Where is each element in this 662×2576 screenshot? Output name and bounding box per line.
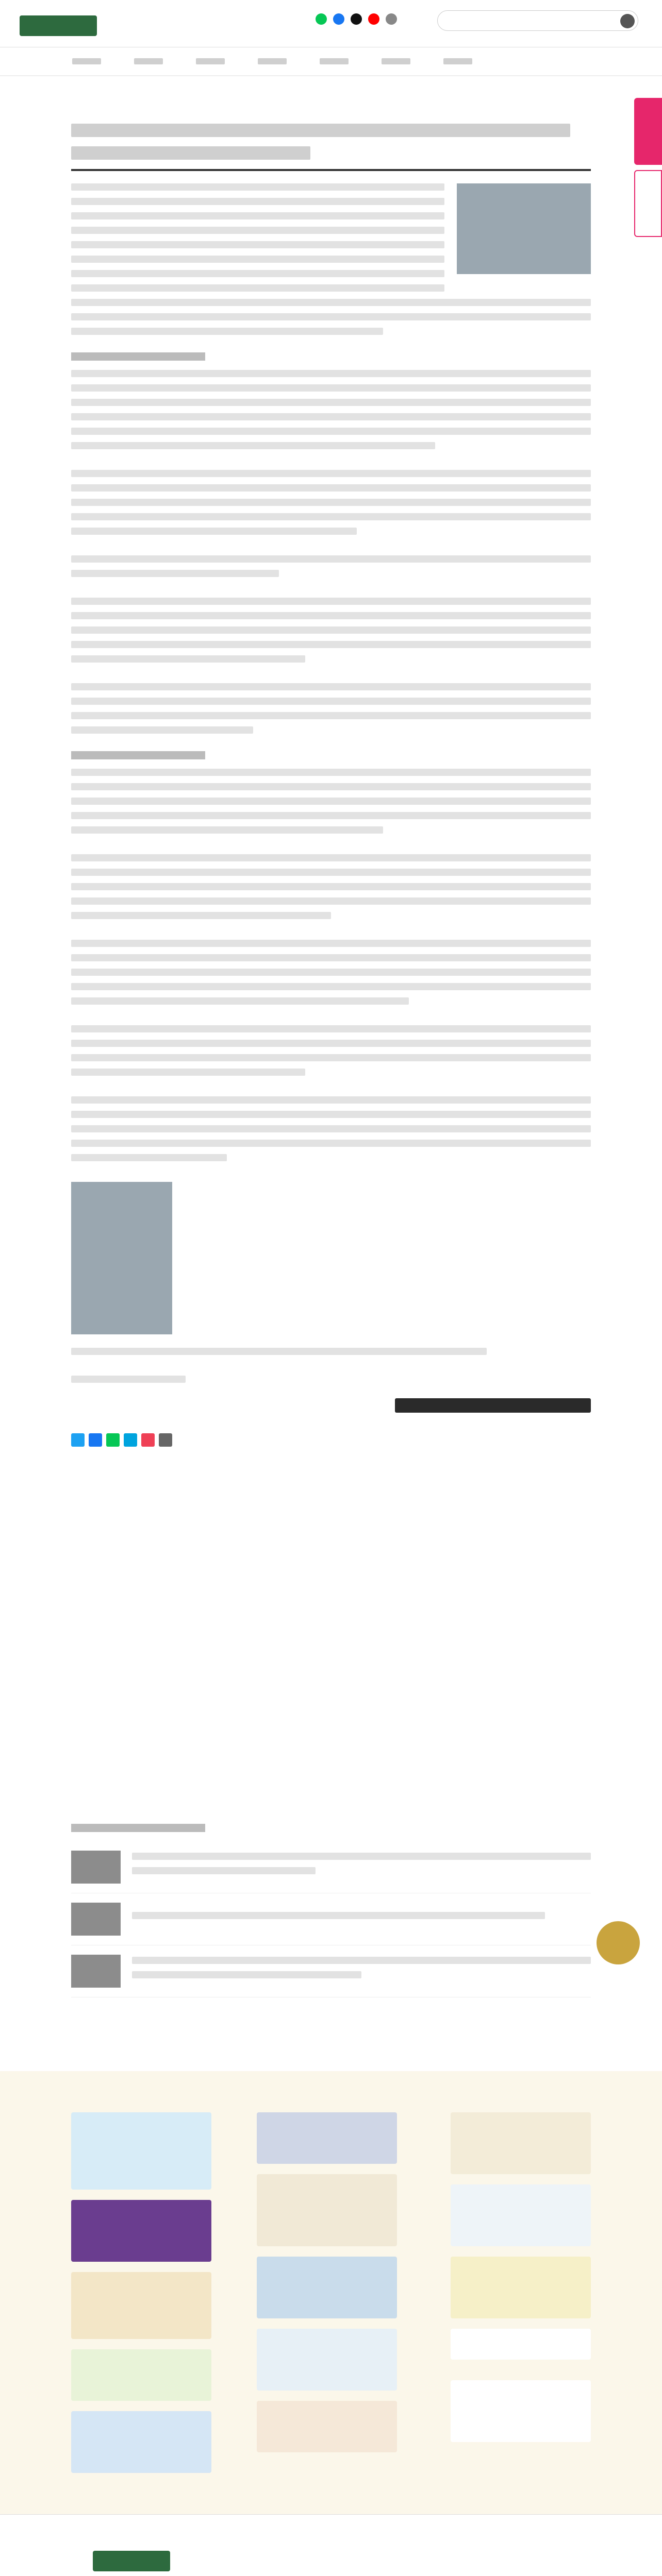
related-articles [71,1824,591,1997]
ad-banner[interactable] [71,2200,211,2262]
print-icon[interactable] [159,1433,172,1447]
lead-text [71,183,444,299]
list-item[interactable] [71,1945,591,1997]
youtube-icon[interactable] [368,13,379,25]
ad-banner[interactable] [71,2349,211,2401]
nav-item[interactable] [443,58,472,64]
x-share-icon[interactable] [71,1433,85,1447]
footer-logo[interactable] [93,2551,170,2571]
line-share-icon[interactable] [106,1433,120,1447]
ad-banner[interactable] [71,2112,211,2190]
facebook-share-icon[interactable] [89,1433,102,1447]
ad-banner[interactable] [71,2272,211,2339]
category-link[interactable] [395,1398,591,1413]
side-tab-subscribe[interactable] [634,98,662,165]
section-heading [71,352,205,361]
mail-icon[interactable] [386,13,397,25]
article [71,124,591,1447]
list-item[interactable] [71,1893,591,1945]
ad-banner[interactable] [257,2174,397,2246]
ad-banner[interactable] [257,2112,397,2164]
nav-item[interactable] [72,58,101,64]
related-thumbnail [71,1955,121,1988]
ad-banner[interactable] [451,2329,591,2360]
x-icon[interactable] [351,13,362,25]
ad-banner[interactable] [71,2411,211,2473]
main-navigation [0,47,662,76]
ad-banner[interactable] [257,2401,397,2452]
title-divider [71,169,591,171]
article-title [71,124,570,137]
ad-banners [0,2071,662,2514]
search-icon[interactable] [620,14,635,28]
ad-banner[interactable] [451,2184,591,2246]
related-thumbnail [71,1851,121,1884]
search-input[interactable] [437,10,638,31]
nav-item[interactable] [196,58,225,64]
ad-banner[interactable] [257,2257,397,2318]
facebook-icon[interactable] [333,13,344,25]
scroll-top-button[interactable] [597,1921,640,1964]
nav-item[interactable] [382,58,410,64]
nav-item[interactable] [320,58,349,64]
section-heading [71,751,205,759]
site-logo[interactable] [20,15,97,36]
related-heading [71,1824,205,1832]
list-item[interactable] [71,1841,591,1893]
side-tab-paper[interactable] [634,170,662,237]
ad-banner[interactable] [451,2112,591,2174]
article-photo [71,1182,172,1334]
ad-banner[interactable] [451,2380,591,2442]
hatena-share-icon[interactable] [124,1433,137,1447]
social-links [316,13,397,25]
ad-banner[interactable] [257,2329,397,2391]
lead-block [71,183,591,299]
related-thumbnail [71,1903,121,1936]
share-buttons [71,1433,591,1447]
line-icon[interactable] [316,13,327,25]
article-photo [457,183,591,274]
article-title [71,146,310,160]
ad-banner[interactable] [451,2257,591,2318]
nav-item[interactable] [134,58,163,64]
site-footer [0,2514,662,2576]
nav-item[interactable] [258,58,287,64]
site-header [0,0,662,47]
pocket-share-icon[interactable] [141,1433,155,1447]
